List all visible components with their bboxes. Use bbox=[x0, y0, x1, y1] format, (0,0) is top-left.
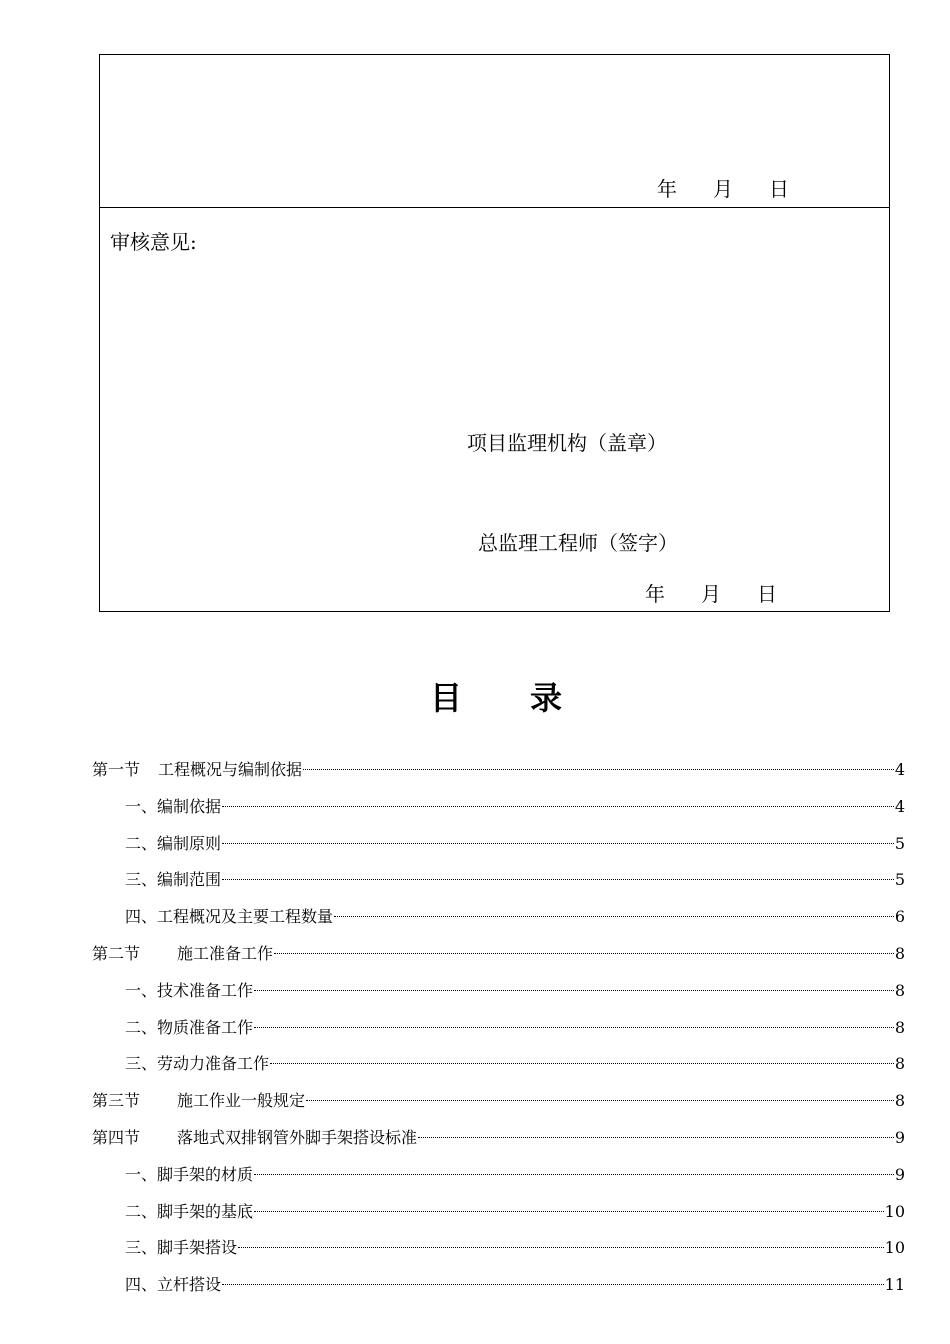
year-label: 年 bbox=[657, 177, 677, 201]
toc-page-number: 5 bbox=[894, 833, 905, 853]
toc-subsection-entry[interactable] bbox=[92, 1230, 905, 1267]
toc-entry-number: 二、 bbox=[125, 1017, 158, 1037]
toc-section-entry[interactable] bbox=[92, 936, 905, 973]
engineer-sign-label: 总监理工程师（签字） bbox=[478, 531, 678, 555]
toc-subsection-entry[interactable] bbox=[92, 826, 905, 863]
toc-subsection-entry[interactable] bbox=[92, 789, 905, 826]
toc-entry-label bbox=[125, 1230, 237, 1267]
toc-entry-number: 一、 bbox=[125, 1164, 158, 1184]
toc-entry-number: 第四节 bbox=[92, 1127, 141, 1147]
month-label: 月 bbox=[701, 582, 721, 606]
toc-title-char: 目 bbox=[430, 679, 463, 717]
toc-entry-label bbox=[125, 1157, 253, 1194]
toc-entry-number: 二、 bbox=[125, 833, 158, 853]
toc-entry-number: 第三节 bbox=[92, 1091, 141, 1111]
toc-subsection-entry[interactable] bbox=[92, 973, 905, 1010]
toc-leader-dots bbox=[254, 1027, 894, 1028]
toc-subsection-entry[interactable] bbox=[92, 1267, 905, 1304]
toc-page-number: 8 bbox=[894, 1091, 905, 1111]
toc-leader-dots bbox=[222, 879, 894, 880]
toc-entry-title: 编制范围 bbox=[157, 870, 222, 890]
toc-section-entry[interactable] bbox=[92, 752, 905, 789]
toc-leader-dots bbox=[222, 806, 894, 807]
toc-subsection-entry[interactable] bbox=[92, 1010, 905, 1047]
toc-leader-dots bbox=[303, 769, 894, 770]
toc-page-number: 5 bbox=[894, 870, 905, 890]
toc-entry-label bbox=[125, 973, 253, 1010]
toc-entry-label bbox=[92, 752, 302, 789]
toc-leader-dots bbox=[306, 1100, 894, 1101]
toc-leader-dots bbox=[334, 916, 894, 917]
toc-entry-title: 编制原则 bbox=[157, 833, 222, 853]
toc-entry-title: 工程概况与编制依据 bbox=[158, 760, 303, 779]
bottom-date bbox=[645, 578, 777, 607]
toc-subsection-entry[interactable] bbox=[92, 1157, 905, 1194]
org-seal-label: 项目监理机构（盖章） bbox=[467, 431, 667, 455]
toc-entry-label bbox=[125, 1267, 221, 1304]
toc-entry-label bbox=[125, 1046, 269, 1083]
toc-entry-number: 一、 bbox=[125, 980, 158, 1000]
month-label: 月 bbox=[713, 177, 733, 201]
toc-entry-label bbox=[92, 1083, 305, 1120]
top-date bbox=[657, 173, 789, 202]
toc-leader-dots bbox=[222, 843, 894, 844]
day-label: 日 bbox=[757, 582, 777, 606]
toc-subsection-entry[interactable] bbox=[92, 862, 905, 899]
toc-title bbox=[430, 673, 562, 719]
toc-section-entry[interactable] bbox=[92, 1120, 905, 1157]
toc-leader-dots bbox=[222, 1284, 884, 1285]
day-label: 日 bbox=[769, 177, 789, 201]
toc-page-number: 4 bbox=[894, 760, 905, 779]
toc-page-number: 8 bbox=[894, 943, 905, 963]
toc-entry-label bbox=[125, 789, 221, 826]
toc-entry-title: 物质准备工作 bbox=[157, 1017, 254, 1037]
year-label: 年 bbox=[645, 582, 665, 606]
toc-title-char: 录 bbox=[530, 679, 563, 717]
toc-entry-title: 施工作业一般规定 bbox=[177, 1091, 306, 1111]
toc-leader-dots bbox=[238, 1247, 884, 1248]
toc-entry-title: 技术准备工作 bbox=[157, 980, 254, 1000]
toc-page-number: 8 bbox=[894, 1017, 905, 1037]
toc-entry-label bbox=[125, 826, 221, 863]
toc-subsection-entry[interactable] bbox=[92, 1046, 905, 1083]
toc-page-number: 9 bbox=[894, 1164, 905, 1184]
toc-leader-dots bbox=[418, 1137, 894, 1138]
toc-entry-number: 四、 bbox=[125, 1275, 158, 1295]
toc-entry-title: 劳动力准备工作 bbox=[157, 1054, 270, 1074]
toc-subsection-entry[interactable] bbox=[92, 1194, 905, 1231]
toc-leader-dots bbox=[254, 1211, 884, 1212]
toc-entry-title: 脚手架的基底 bbox=[157, 1201, 254, 1221]
toc-entry-label bbox=[125, 1010, 253, 1047]
toc-entry-label bbox=[125, 862, 221, 899]
toc-entry-number: 四、 bbox=[125, 907, 158, 927]
toc-entry-number: 第二节 bbox=[92, 943, 141, 963]
toc-subsection-entry[interactable] bbox=[92, 899, 905, 936]
toc-entry-number: 三、 bbox=[125, 1054, 158, 1074]
toc-leader-dots bbox=[274, 953, 894, 954]
toc-page-number: 8 bbox=[894, 1054, 905, 1074]
toc-leader-dots bbox=[254, 990, 894, 991]
form-divider bbox=[100, 207, 889, 208]
toc-entry-number: 二、 bbox=[125, 1201, 158, 1221]
toc-page-number: 4 bbox=[894, 796, 905, 816]
toc-page-number: 6 bbox=[894, 907, 905, 927]
review-opinion-label: 审核意见: bbox=[110, 230, 197, 254]
toc-entry-label bbox=[92, 1120, 417, 1157]
table-of-contents bbox=[92, 752, 905, 1304]
toc-entry-number: 一、 bbox=[125, 796, 158, 816]
toc-section-entry[interactable] bbox=[92, 1083, 905, 1120]
toc-entry-title: 落地式双排钢管外脚手架搭设标准 bbox=[177, 1127, 418, 1147]
toc-entry-title: 编制依据 bbox=[157, 796, 222, 816]
toc-page-number: 9 bbox=[894, 1127, 905, 1147]
toc-page-number: 8 bbox=[894, 980, 905, 1000]
toc-entry-title: 脚手架搭设 bbox=[157, 1238, 238, 1258]
toc-entry-number: 第一节 bbox=[92, 760, 141, 779]
toc-entry-title: 工程概况及主要工程数量 bbox=[157, 907, 334, 927]
toc-entry-title: 立杆搭设 bbox=[157, 1275, 222, 1295]
toc-entry-label bbox=[125, 899, 333, 936]
approval-form bbox=[99, 54, 890, 612]
toc-entry-label bbox=[92, 936, 273, 973]
toc-entry-label bbox=[125, 1194, 253, 1231]
toc-leader-dots bbox=[270, 1063, 894, 1064]
toc-entry-number: 三、 bbox=[125, 870, 158, 890]
toc-page-number: 10 bbox=[884, 1201, 905, 1221]
toc-entry-title: 脚手架的材质 bbox=[157, 1164, 254, 1184]
toc-leader-dots bbox=[254, 1174, 894, 1175]
toc-page-number: 11 bbox=[884, 1275, 905, 1295]
toc-page-number: 10 bbox=[884, 1238, 905, 1258]
toc-entry-title: 施工准备工作 bbox=[177, 943, 274, 963]
toc-entry-number: 三、 bbox=[125, 1238, 158, 1258]
